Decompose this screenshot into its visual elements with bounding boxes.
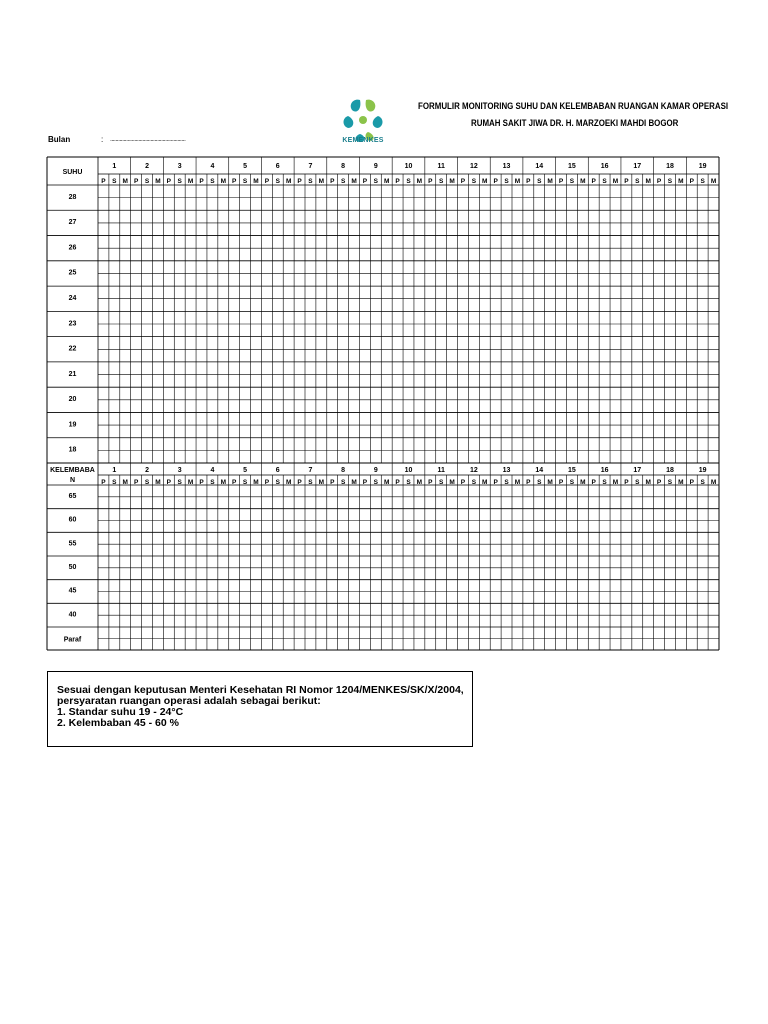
shift-header: M [220,479,227,486]
day-header: 6 [275,163,280,170]
day-header: 2 [145,163,149,170]
shift-header: P [395,479,400,486]
note-line-4: 2. Kelembaban 45 - 60 % [57,717,179,729]
kelembaban-value-label: 45 [68,587,77,595]
shift-header: S [504,479,509,486]
kelembaban-value-label: 55 [68,540,77,548]
shift-header: M [580,178,586,185]
month-label: Bulan [48,135,71,144]
shift-header: S [537,178,542,185]
shift-header: P [624,178,629,185]
shift-header: M [383,178,390,185]
kelembaban-value-label: 60 [68,516,77,524]
day-header: 15 [568,467,576,474]
kelembaban-value-label: 40 [68,611,77,619]
day-header: 4 [210,467,215,474]
shift-header: S [602,479,607,486]
day-header: 3 [177,467,182,474]
shift-header: M [645,479,651,486]
suhu-value-label: 26 [68,244,77,252]
shift-header: M [253,479,259,486]
suhu-value-label: 27 [68,219,77,227]
suhu-value-label: 24 [68,294,77,302]
shift-header: S [373,479,378,486]
shift-header: M [220,178,227,185]
day-header: 18 [666,467,674,474]
day-header: 15 [568,163,576,170]
shift-header: M [678,178,684,185]
day-header: 6 [275,467,280,474]
shift-header: P [101,479,106,486]
suhu-value-label: 18 [68,446,77,454]
shift-header: P [264,178,270,185]
paraf-label: Paraf [63,636,82,644]
suhu-value-label: 19 [68,421,77,429]
suhu-value-label: 20 [68,396,77,404]
hospital-name: RUMAH SAKIT JIWA DR. H. MARZOEKI MAHDI BOGOR [471,118,679,128]
shift-header: S [340,178,346,185]
shift-header: P [624,479,629,486]
day-header: 13 [502,163,511,170]
shift-header: M [122,178,128,185]
shift-header: P [526,178,531,185]
shift-header: P [199,178,204,185]
shift-header: S [112,479,117,486]
suhu-value-label: 21 [68,370,77,378]
shift-header: P [362,178,368,185]
shift-header: M [285,479,292,486]
day-header: 17 [633,163,642,170]
shift-header: P [656,479,662,486]
shift-header: M [351,479,357,486]
shift-header: M [318,178,325,185]
shift-header: M [482,178,488,185]
day-header: 12 [469,163,478,170]
shift-header: P [689,479,694,486]
shift-header: P [558,479,564,486]
day-header: 7 [308,467,313,474]
shift-header: S [144,479,150,486]
shift-header: M [187,479,194,486]
day-header: 2 [145,467,149,474]
shift-header: P [199,479,204,486]
shift-header: S [308,178,313,185]
day-header: 7 [308,163,313,170]
shift-header: P [558,178,564,185]
shift-header: P [460,178,466,185]
shift-header: M [187,178,194,185]
shift-header: P [493,178,498,185]
day-header: 3 [177,163,182,170]
shift-header: P [526,479,531,486]
shift-header: M [710,178,717,185]
suhu-value-label: 23 [68,320,77,328]
shift-header: S [373,178,378,185]
kelembaban-header: N [69,477,76,484]
shift-header: P [101,178,106,185]
shift-header: P [297,178,302,185]
shift-header: S [439,178,444,185]
shift-header: M [253,178,259,185]
day-header: 19 [698,163,707,170]
form-title: FORMULIR MONITORING SUHU DAN KELEMBABAN RUANGAN KAMAR OPERASI [418,101,729,111]
shift-header: P [493,479,498,486]
shift-header: M [155,479,161,486]
shift-header: P [297,479,302,486]
kelembaban-value-label: 50 [68,564,77,572]
day-header: 9 [373,163,378,170]
day-header: 10 [404,467,413,474]
shift-header: S [602,178,607,185]
day-header: 11 [437,467,445,474]
shift-header: S [471,178,477,185]
day-header: 9 [373,467,378,474]
shift-header: P [166,479,171,486]
shift-header: M [351,178,357,185]
day-header: 8 [341,467,346,474]
shift-header: M [383,479,390,486]
shift-header: M [122,479,128,486]
day-header: 1 [112,163,117,170]
shift-header: S [242,178,248,185]
shift-header: M [612,178,619,185]
suhu-value-label: 28 [68,193,77,201]
shift-header: S [504,178,509,185]
shift-header: S [144,178,150,185]
shift-header: S [569,178,575,185]
shift-header: P [232,479,237,486]
kelembaban-header: KELEMBABA [50,467,95,474]
day-header: 16 [600,467,609,474]
shift-header: M [449,479,455,486]
shift-header: S [700,479,705,486]
shift-header: P [460,479,466,486]
shift-header: M [547,178,553,185]
day-header: 1 [112,467,117,474]
note-line-3: 1. Standar suhu 19 - 24°C [57,706,184,718]
shift-header: M [514,178,521,185]
shift-header: M [514,479,521,486]
note-line-2: persyaratan ruangan operasi adalah sebagai berikut: [57,695,321,707]
shift-header: S [667,479,673,486]
shift-header: S [406,178,411,185]
month-colon: : [101,135,104,144]
shift-header: S [242,479,248,486]
shift-header: M [645,178,651,185]
month-field[interactable]: ........................................................ [110,136,186,143]
shift-header: P [591,479,596,486]
shift-header: S [700,178,705,185]
shift-header: M [155,178,161,185]
shift-header: S [569,479,575,486]
day-header: 18 [666,163,674,170]
shift-header: M [710,479,717,486]
shift-header: P [362,479,368,486]
day-header: 8 [341,163,346,170]
shift-header: P [166,178,171,185]
shift-header: P [591,178,596,185]
shift-header: S [275,479,280,486]
day-header: 12 [469,467,478,474]
shift-header: M [318,479,325,486]
day-header: 14 [535,467,544,474]
day-header: 5 [243,163,248,170]
shift-header: S [406,479,411,486]
day-header: 14 [535,163,544,170]
shift-header: M [416,479,423,486]
suhu-value-label: 25 [68,269,77,277]
shift-header: P [428,178,433,185]
shift-header: S [210,479,215,486]
shift-header: M [416,178,423,185]
shift-header: P [232,178,237,185]
shift-header: S [635,479,640,486]
shift-header: S [112,178,117,185]
day-header: 10 [404,163,413,170]
shift-header: S [177,178,182,185]
note-line-1: Sesuai dengan keputusan Menteri Kesehatan RI Nomor 1204/MENKES/SK/X/2004, [57,684,464,696]
shift-header: P [264,479,270,486]
shift-header: S [308,479,313,486]
shift-header: M [449,178,455,185]
shift-header: S [210,178,215,185]
shift-header: S [635,178,640,185]
day-header: 17 [633,467,642,474]
shift-header: M [285,178,292,185]
requirements-note [47,671,473,747]
shift-header: S [471,479,477,486]
day-header: 5 [243,467,248,474]
shift-header: P [133,479,139,486]
shift-header: P [428,479,433,486]
day-header: 19 [698,467,707,474]
logo-text: KEMENKES [342,137,384,144]
shift-header: P [330,479,335,486]
kelembaban-value-label: 65 [68,493,77,501]
suhu-header: SUHU [62,169,83,176]
shift-header: S [439,479,444,486]
shift-header: P [133,178,139,185]
day-header: 4 [210,163,215,170]
shift-header: M [580,479,586,486]
suhu-value-label: 22 [68,345,77,353]
shift-header: M [612,479,619,486]
day-header: 11 [437,163,445,170]
day-header: 16 [600,163,609,170]
shift-header: P [689,178,694,185]
shift-header: P [330,178,335,185]
shift-header: M [678,479,684,486]
shift-header: S [667,178,673,185]
day-header: 13 [502,467,511,474]
shift-header: S [340,479,346,486]
shift-header: S [177,479,182,486]
shift-header: S [537,479,542,486]
shift-header: M [482,479,488,486]
shift-header: P [656,178,662,185]
shift-header: M [547,479,553,486]
shift-header: P [395,178,400,185]
shift-header: S [275,178,280,185]
